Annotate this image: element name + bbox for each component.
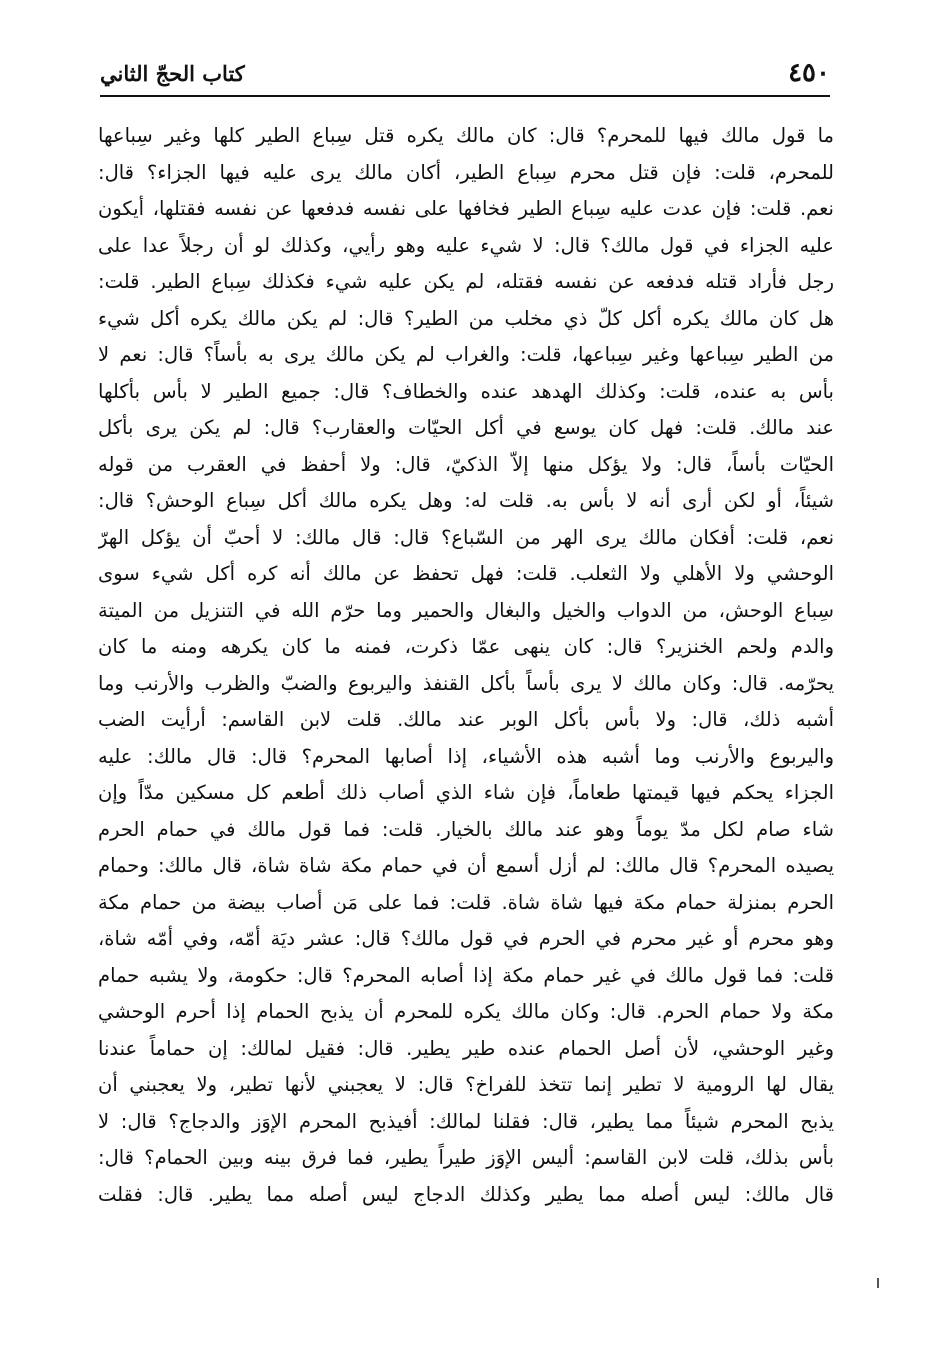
text-line: ما قول مالك فيها للمحرم؟ قال: كان مالك يكره قتل سِباع الطير كلها وغير سِباعها — [98, 124, 834, 147]
text-line: يصيده المحرم؟ قال مالك: لم أزل أسمع أن في حمام مكة شاة شاة، قال مالك: وحمام — [98, 854, 834, 877]
text-line: سِباع الوحش، من الدواب والخيل والبغال والحمير وما حرّم الله في التنزيل من الميتة — [98, 598, 834, 622]
text-line: شاء صام لكل مدّ يوماً وهو عند مالك بالخيار. قلت: فما قول مالك في حمام الحرم — [98, 817, 834, 841]
text-line: هل كان مالك يكره أكل كلّ ذي مخلب من الطير؟ قال: لم يكن مالك يكره أكل شيء — [98, 306, 834, 330]
text-line: نعم، قلت: أفكان مالك يرى الهر من السّباع؟ قال: قال مالك: لا أحبّ أن يؤكل الهرّ — [98, 525, 834, 549]
text-line: الحرم بمنزلة حمام مكة فيها شاة شاة. قلت: فما على مَن أصاب بيضة من حمام مكة — [98, 890, 834, 914]
text-line: قلت: فما قول مالك في غير حمام مكة إذا أصابه المحرم؟ قال: حكومة، ولا يشبه حمام — [98, 963, 834, 987]
text-line: واليربوع والأرنب وما أشبه هذه الأشياء، إذا أصابها المحرم؟ قال: قال مالك: عليه — [98, 744, 834, 768]
text-line: رجل فأراد قتله فدفعه عن نفسه فقتله، لم يكن عليه شيء فكذلك سِباع الطير. قلت: — [98, 270, 834, 293]
text-line: يقال لها الرومية لا تطير إنما تتخذ للفراخ؟ قال: لا يعجبني لأنها تطير، ولا يعجبني أن — [98, 1073, 834, 1096]
header-divider — [100, 95, 830, 97]
text-line: الحيّات بأساً، قال: ولا يؤكل منها إلاّ الذكيّ، قال: ولا أحفظ في العقرب من قوله — [98, 452, 834, 476]
text-line: والدم ولحم الخنزير؟ قال: كان ينهى عمّا ذكرت، فمنه ما كان يكرهه ومنه ما كان — [98, 635, 834, 658]
running-header — [100, 52, 830, 92]
text-line: عليه الجزاء في قول مالك؟ قال: لا شيء عليه وهو رأيي، وكذلك لو أن رجلاً عدا على — [98, 233, 834, 257]
text-line: شيئاً، أو لكن أرى أنه لا بأس به. قلت له: وهل يكره مالك أكل سِباع الوحش؟ قال: — [98, 489, 834, 512]
text-line: الوحشي ولا الأهلي ولا الثعلب. قلت: فهل تحفظ عن مالك أنه كره أكل شيء سوى — [98, 562, 834, 585]
book-title: كتاب الحجّ الثاني — [100, 61, 245, 86]
text-line: للمحرم، قلت: فإن قتل محرم سِباع الطير، أكان مالك يرى عليه فيها الجزاء؟ قال: — [98, 160, 834, 184]
text-line: من الطير سِباعها وغير سِباعها، قلت: والغراب لم يكن مالك يرى به بأساً؟ قال: نعم لا — [98, 343, 834, 366]
text-line: وغير الوحشي، لأن أصل الحمام عنده طير يطير. قال: فقيل لمالك: إن حماماً عندنا — [98, 1036, 834, 1060]
text-line: يحرّمه. قال: وكان مالك لا يرى بأساً بأكل القنفذ واليربوع والضبّ والظرب والأرنب وما — [98, 671, 834, 695]
text-line: أشبه ذلك، قال: ولا بأس بأكل الوبر عند مالك. قلت لابن القاسم: أرأيت الضب — [98, 708, 834, 731]
margin-mark — [877, 1278, 879, 1288]
text-line: قال مالك: ليس أصله مما يطير وكذلك الدجاج ليس أصله مما يطير. قال: فقلت — [98, 1182, 834, 1206]
text-line: بأس بذلك، قلت لابن القاسم: أليس الإوَز طيراً يطير، فما فرق بينه وبين الحمام؟ قال: — [98, 1146, 834, 1169]
text-line: وهو محرم أو غير محرم في الحرم في قول مالك؟ قال: عشر ديَة أمّه، وفي أمّه شاة، — [98, 927, 834, 950]
text-line: عند مالك. قلت: فهل كان يوسع في أكل الحيّات والعقارب؟ قال: لم يكن يرى بأكل — [98, 416, 834, 439]
body-text — [98, 118, 834, 1213]
text-line: يذبح المحرم شيئاً مما يطير، قال: فقلنا لمالك: أفيذبح المحرم الإوَز والدجاج؟ قال: لا — [98, 1109, 834, 1133]
text-line: نعم. قلت: فإن عدت عليه سِباع الطير فخافها على نفسه فدفعها عن نفسه فقتلها، أيكون — [98, 197, 834, 220]
text-line: بأس به عنده، قلت: وكذلك الهدهد عنده والخطاف؟ قال: جميع الطير لا بأس بأكلها — [98, 379, 834, 403]
text-line: مكة ولا حمام الحرم. قال: وكان مالك يكره للمحرم أن يذبح الحمام إذا أحرم الوحشي — [98, 1000, 834, 1023]
page-number: ٤٥٠ — [788, 58, 830, 88]
text-line: الجزاء يحكم فيها قيمتها طعاماً، فإن شاء الذي أصاب ذلك أطعم كل مسكين مدّاً وإن — [98, 781, 834, 804]
